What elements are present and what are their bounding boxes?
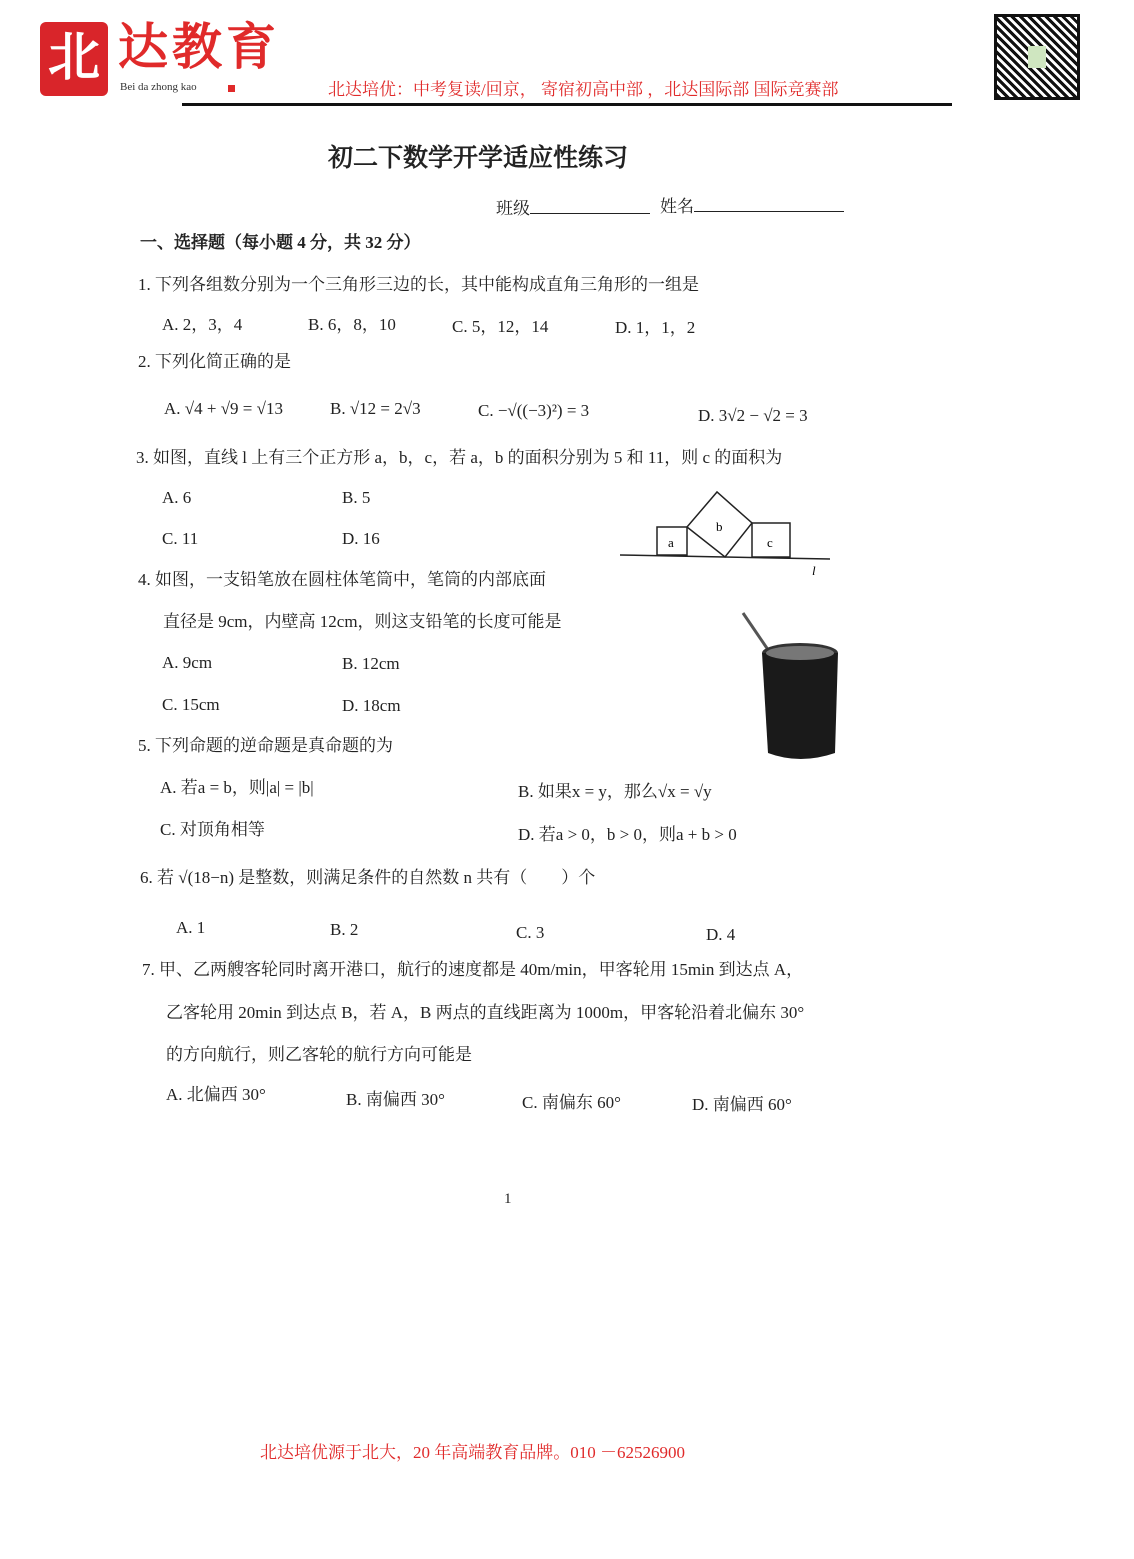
class-field: [496, 197, 650, 219]
q6-option: A. 1: [176, 918, 206, 937]
page-title: 初二下数学开学适应性练习: [328, 145, 629, 172]
q7-stem: 7. 甲、乙两艘客轮同时离开港口，航行的速度都是 40m/min，甲客轮用 15min 到达点 A，: [142, 960, 804, 979]
q7-option: B. 南偏西 30°: [346, 1090, 445, 1109]
q4-stem-cont: 直径是 9cm，内壁高 12cm，则这支铅笔的长度可能是: [163, 612, 562, 631]
q3-option: D. 16: [342, 529, 380, 548]
q4-option: C. 15cm: [162, 695, 220, 714]
label-c: c: [767, 535, 773, 550]
q7-option: D. 南偏西 60°: [692, 1095, 792, 1114]
q1-stem: 1. 下列各组数分别为一个三角形三边的长，其中能构成直角三角形的一组是: [138, 275, 699, 294]
q5-option: A. 若a = b，则|a| = |b|: [160, 778, 314, 797]
squares-figure: [615, 485, 840, 580]
label-l: l: [812, 563, 816, 578]
label-b: b: [716, 519, 723, 534]
q2-option: B. √12 = 2√3: [330, 399, 421, 418]
q3-option: C. 11: [162, 529, 199, 548]
qr-center-logo: [1028, 46, 1046, 68]
q7-option: C. 南偏东 60°: [522, 1093, 621, 1112]
logo-icon: 北: [40, 22, 108, 96]
footer-text: 北达培优源于北大，20 年高端教育品牌。010 －62526900: [260, 1443, 685, 1462]
q6-option: C. 3: [516, 923, 545, 942]
q2-option: A. √4 + √9 = √13: [164, 399, 283, 418]
q5-stem: 5. 下列命题的逆命题是真命题的为: [138, 736, 393, 755]
q5-option: B. 如果x = y，那么√x = √y: [518, 782, 712, 801]
q7-stem-cont: 的方向航行，则乙客轮的航行方向可能是: [166, 1045, 472, 1064]
name-field: [660, 195, 844, 217]
q4-option: D. 18cm: [342, 696, 401, 715]
q6-option: B. 2: [330, 920, 359, 939]
logo-subtitle: Bei da zhong kao: [120, 81, 197, 93]
q3-stem: 3. 如图，直线 l 上有三个正方形 a，b，c，若 a，b 的面积分别为 5 和 11，则 c 的面积为: [136, 448, 783, 467]
q5-option: C. 对顶角相等: [160, 820, 265, 839]
name-blank: [694, 195, 844, 212]
q2-option: C. −√((−3)²) = 3: [478, 401, 590, 420]
class-blank: [530, 197, 650, 214]
name-label: 姓名: [660, 197, 694, 216]
q5-option: D. 若a > 0，b > 0，则a + b > 0: [518, 825, 737, 844]
q2-stem: 2. 下列化简正确的是: [138, 352, 291, 371]
logo-text: 达教育: [118, 19, 280, 75]
q3-option: A. 6: [162, 488, 192, 507]
q1-option: B. 6，8，10: [308, 315, 396, 334]
q4-stem: 4. 如图，一支铅笔放在圆柱体笔筒中，笔筒的内部底面: [138, 570, 546, 589]
logo-square-icon: [228, 85, 235, 92]
pencil-holder-figure: [735, 605, 850, 765]
q7-option: A. 北偏西 30°: [166, 1085, 266, 1104]
section-heading: 一、选择题（每小题 4 分，共 32 分）: [140, 233, 421, 252]
q3-option: B. 5: [342, 488, 371, 507]
q6-stem: 6. 若 √(18−n) 是整数，则满足条件的自然数 n 共有（ ）个: [140, 868, 596, 887]
q1-option: D. 1，1，2: [615, 318, 696, 337]
q6-option: D. 4: [706, 925, 736, 944]
header-rule: [182, 103, 952, 106]
q2-option: D. 3√2 − √2 = 3: [698, 406, 808, 425]
page-number: 1: [504, 1191, 512, 1207]
q1-option: A. 2，3，4: [162, 315, 243, 334]
q4-option: A. 9cm: [162, 653, 213, 672]
q1-option: C. 5，12，14: [452, 317, 549, 336]
q4-option: B. 12cm: [342, 654, 400, 673]
class-label: 班级: [496, 199, 530, 218]
header-slogan: 北达培优：中考复读/回京， 寄宿初高中部 ，北达国际部 国际竞赛部: [328, 80, 839, 99]
label-a: a: [668, 535, 674, 550]
q7-stem-cont: 乙客轮用 20min 到达点 B，若 A，B 两点的直线距离为 1000m，甲客轮沿着北偏东 30°: [166, 1003, 805, 1022]
